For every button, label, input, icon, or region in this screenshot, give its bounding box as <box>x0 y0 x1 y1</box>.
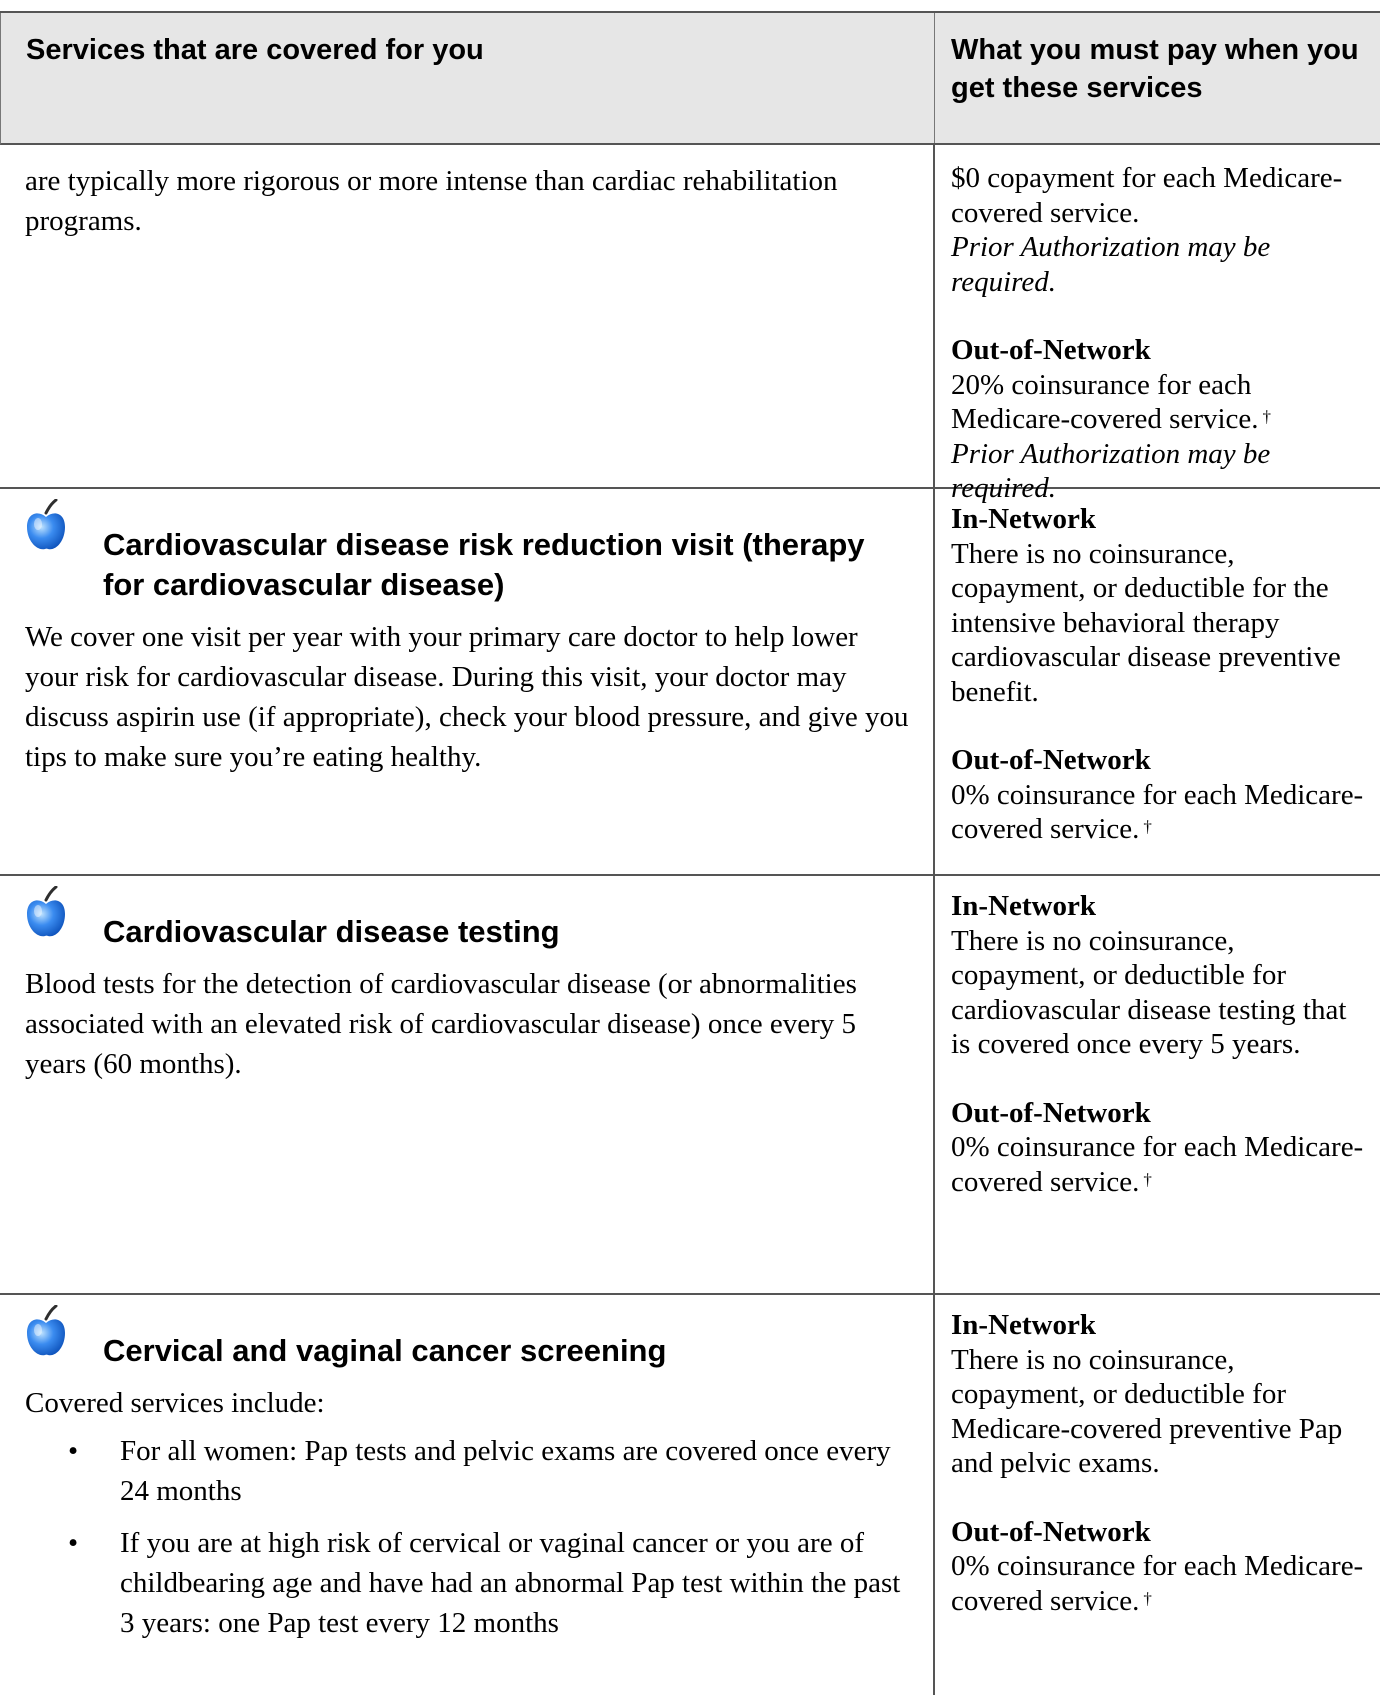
covered-services-intro: Covered services include: <box>25 1387 325 1419</box>
cell-cervical-cost <box>933 1295 1380 1695</box>
out-of-network-cost <box>951 1130 1372 1199</box>
service-title: Cervical and vaginal cancer screening <box>103 1333 667 1368</box>
in-network-text: There is no coinsurance, copayment, or deductible for cardiovascular disease testing that is covered once every 5 years. <box>951 924 1347 1060</box>
header-cell-cost <box>934 13 1380 143</box>
cell-continued-cost <box>933 145 1380 504</box>
out-of-network-cost-text: 0% coinsurance for each Medicare-covered service. <box>951 1131 1364 1198</box>
service-title: Cardiovascular disease risk reduction visit (therapy for cardiovascular disease) <box>103 527 865 602</box>
header-cell-services <box>1 13 934 143</box>
out-of-network-label: Out-of-Network <box>951 1515 1151 1548</box>
dagger-mark: † <box>1143 1169 1152 1189</box>
prior-auth-note: Prior Authorization may be required. <box>951 437 1271 504</box>
service-title: Cardiovascular disease testing <box>103 914 560 949</box>
in-network-label: In-Network <box>951 1309 1096 1341</box>
prior-auth-note: Prior Authorization may be required. <box>951 231 1271 298</box>
out-of-network-cost <box>951 1549 1372 1618</box>
dagger-mark: † <box>1143 817 1152 836</box>
out-of-network-label: Out-of-Network <box>951 334 1151 366</box>
in-network-cost: $0 copayment for each Medicare-covered service. <box>951 162 1343 229</box>
apple-icon <box>25 499 67 553</box>
out-of-network-cost <box>951 368 1372 437</box>
table-row-risk-reduction <box>0 489 1380 876</box>
cell-continued-description <box>0 145 933 487</box>
cell-risk-reduction-description <box>0 489 933 874</box>
table-row-continued <box>0 145 1380 504</box>
cell-testing-description <box>0 876 933 1293</box>
apple-icon <box>25 886 67 940</box>
out-of-network-cost-text: 0% coinsurance for each Medicare-covered service. <box>951 778 1364 845</box>
in-network-label: In-Network <box>951 503 1096 535</box>
apple-icon <box>25 1305 67 1359</box>
service-description: Blood tests for the detection of cardiovascular disease (or abnormalities associated with an elevated risk of cardiovascular disease) once every 5 years (60 months). <box>25 968 857 1080</box>
list-item: • For all women: Pap tests and pelvic exams are covered once every 24 months <box>120 1431 913 1511</box>
header-cost-label: What you must pay when you get these services <box>951 34 1359 104</box>
in-network-label: In-Network <box>951 890 1096 922</box>
out-of-network-cost-text: 20% coinsurance for each Medicare-covered service. <box>951 368 1259 435</box>
covered-services-list <box>25 1431 913 1643</box>
table-row-cervical <box>0 1295 1380 1695</box>
out-of-network-label: Out-of-Network <box>951 1096 1151 1129</box>
table-header <box>0 13 1380 145</box>
cell-cervical-description <box>0 1295 933 1695</box>
list-item: • If you are at high risk of cervical or vaginal cancer or you are of childbearing age and have had an abnormal Pap test within the past 3 years: one Pap test every 12 months <box>120 1523 913 1643</box>
table-row-testing <box>0 876 1380 1295</box>
cell-testing-cost <box>933 876 1380 1293</box>
in-network-text: There is no coinsurance, copayment, or deductible for the intensive behavioral therapy cardiovascular disease preventive benefit. <box>951 537 1341 708</box>
benefits-table <box>0 11 1380 1695</box>
dagger-mark: † <box>1143 1588 1152 1608</box>
out-of-network-cost <box>951 778 1372 847</box>
out-of-network-cost-text: 0% coinsurance for each Medicare-covered service. <box>951 1550 1364 1617</box>
service-description: We cover one visit per year with your primary care doctor to help lower your risk for cardiovascular disease. During this visit, your doctor may discuss aspirin use (if appropriate), check your blood pressure, and give you tips to make sure you’re eating healthy. <box>25 621 909 773</box>
continued-description-text: are typically more rigorous or more intense than cardiac rehabilitation programs. <box>25 165 838 237</box>
dagger-mark: † <box>1262 407 1272 426</box>
out-of-network-label: Out-of-Network <box>951 744 1151 776</box>
in-network-text: There is no coinsurance, copayment, or deductible for Medicare-covered preventive Pap and pelvic exams. <box>951 1343 1343 1479</box>
header-services-label: Services that are covered for you <box>26 34 484 66</box>
cell-risk-reduction-cost <box>933 489 1380 874</box>
